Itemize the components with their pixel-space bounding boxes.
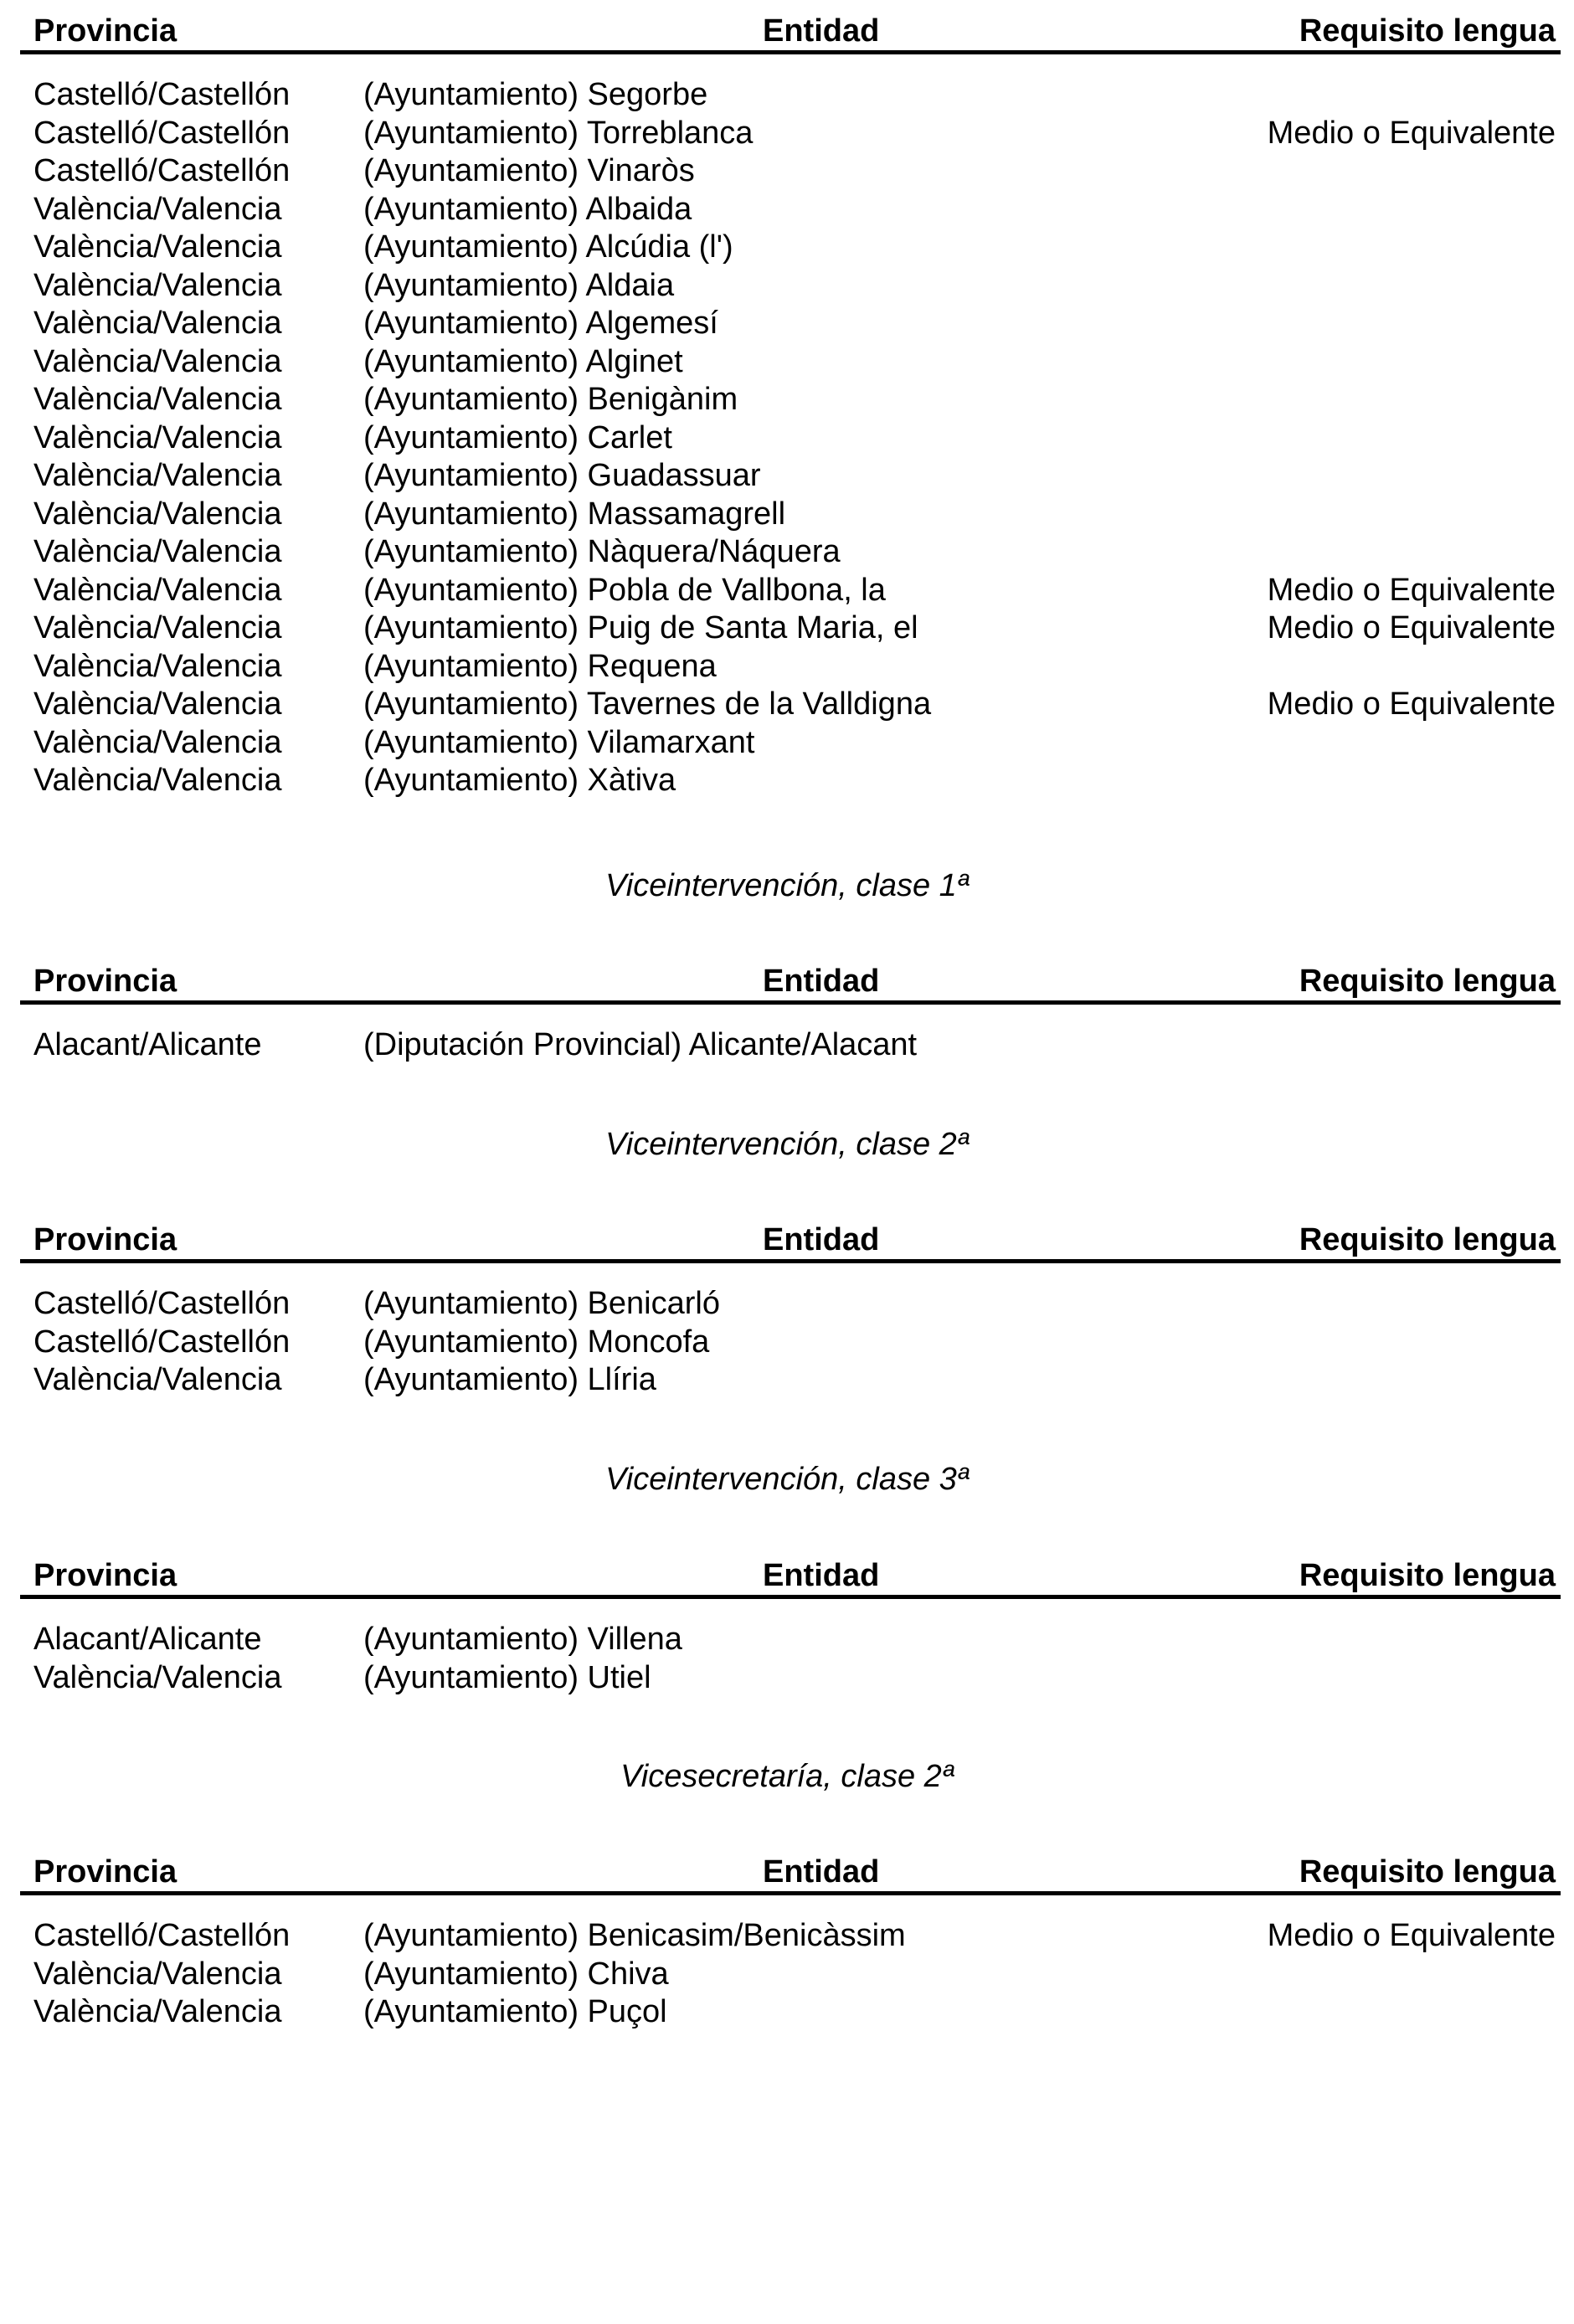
table-row	[20, 115, 1561, 153]
cell-provincia: València/Valencia	[33, 610, 282, 645]
table-row	[20, 724, 1561, 763]
table-section-viceintervencion-2	[20, 1221, 1561, 1400]
column-header-provincia: Provincia	[33, 13, 177, 49]
column-header-requisito: Requisito lengua	[1299, 1854, 1556, 1890]
cell-provincia: Castelló/Castellón	[33, 77, 291, 112]
cell-entidad: (Ayuntamiento) Segorbe	[363, 77, 708, 112]
table-header	[20, 13, 1561, 54]
cell-entidad: (Ayuntamiento) Nàquera/Náquera	[363, 534, 841, 569]
table-body	[20, 1621, 1561, 1697]
table-row	[20, 305, 1561, 343]
column-header-requisito: Requisito lengua	[1299, 964, 1556, 999]
table-row	[20, 1285, 1561, 1324]
section-title: Viceintervención, clase 3ª	[605, 1462, 969, 1497]
table-row	[20, 496, 1561, 534]
cell-provincia: Alacant/Alicante	[33, 1622, 262, 1657]
cell-provincia: Castelló/Castellón	[33, 1286, 291, 1321]
cell-entidad: (Ayuntamiento) Alginet	[363, 343, 683, 379]
table-row	[20, 1324, 1561, 1362]
table-row	[20, 76, 1561, 115]
table-row	[20, 191, 1561, 229]
cell-entidad: (Ayuntamiento) Requena	[363, 648, 717, 684]
cell-provincia: València/Valencia	[33, 306, 282, 341]
cell-provincia: València/Valencia	[33, 419, 282, 455]
cell-entidad: (Ayuntamiento) Moncofa	[363, 1324, 710, 1360]
table-row	[20, 686, 1561, 724]
table-section-continuation	[20, 13, 1561, 800]
cell-entidad: (Ayuntamiento) Benicasim/Benicàssim	[363, 1918, 906, 1953]
column-header-provincia: Provincia	[33, 1854, 177, 1890]
table-row	[20, 419, 1561, 458]
table-row	[20, 229, 1561, 267]
column-header-requisito: Requisito lengua	[1299, 13, 1556, 49]
cell-provincia: Castelló/Castellón	[33, 153, 291, 188]
column-header-requisito: Requisito lengua	[1299, 1222, 1556, 1257]
column-header-entidad: Entidad	[763, 13, 880, 49]
cell-provincia: Alacant/Alicante	[33, 1027, 262, 1062]
table-row	[20, 1621, 1561, 1659]
table-section-viceintervencion-1	[20, 963, 1561, 1065]
table-row	[20, 1361, 1561, 1400]
cell-provincia: València/Valencia	[33, 382, 282, 417]
cell-requisito: Medio o Equivalente	[1267, 1918, 1556, 1953]
table-header	[20, 1557, 1561, 1599]
cell-entidad: (Ayuntamiento) Llíria	[363, 1362, 656, 1397]
column-header-provincia: Provincia	[33, 1222, 177, 1257]
cell-entidad: (Ayuntamiento) Algemesí	[363, 306, 718, 341]
cell-requisito: Medio o Equivalente	[1267, 115, 1556, 151]
cell-requisito: Medio o Equivalente	[1267, 686, 1556, 722]
table-section-viceintervencion-3	[20, 1557, 1561, 1697]
column-header-entidad: Entidad	[763, 1854, 880, 1890]
cell-provincia: València/Valencia	[33, 1994, 282, 2029]
table-section-vicesecretaria-2	[20, 1854, 1561, 2032]
cell-provincia: València/Valencia	[33, 191, 282, 227]
cell-entidad: (Ayuntamiento) Puçol	[363, 1994, 667, 2029]
section-title: Vicesecretaría, clase 2ª	[620, 1759, 954, 1794]
table-row	[20, 1993, 1561, 2032]
cell-entidad: (Ayuntamiento) Benigànim	[363, 382, 738, 417]
column-header-entidad: Entidad	[763, 964, 880, 999]
cell-entidad: (Ayuntamiento) Carlet	[363, 419, 672, 455]
cell-entidad: (Ayuntamiento) Aldaia	[363, 267, 675, 303]
table-body	[20, 1285, 1561, 1400]
table-row	[20, 572, 1561, 610]
table-row	[20, 1659, 1561, 1698]
table-body	[20, 1026, 1561, 1065]
table-row	[20, 381, 1561, 419]
cell-provincia: València/Valencia	[33, 648, 282, 684]
column-header-provincia: Provincia	[33, 1558, 177, 1593]
cell-entidad: (Ayuntamiento) Villena	[363, 1622, 682, 1657]
table-row	[20, 1956, 1561, 1994]
cell-provincia: València/Valencia	[33, 229, 282, 265]
cell-provincia: Castelló/Castellón	[33, 115, 291, 151]
cell-provincia: València/Valencia	[33, 686, 282, 722]
table-row	[20, 152, 1561, 191]
cell-entidad: (Ayuntamiento) Torreblanca	[363, 115, 754, 151]
column-header-requisito: Requisito lengua	[1299, 1558, 1556, 1593]
table-row	[20, 762, 1561, 800]
column-header-provincia: Provincia	[33, 964, 177, 999]
section-title: Viceintervención, clase 2ª	[605, 1127, 969, 1162]
cell-provincia: València/Valencia	[33, 267, 282, 303]
table-row	[20, 609, 1561, 648]
table-row	[20, 1917, 1561, 1956]
cell-entidad: (Ayuntamiento) Pobla de Vallbona, la	[363, 572, 886, 608]
cell-entidad: (Ayuntamiento) Alcúdia (l')	[363, 229, 733, 265]
table-header	[20, 1854, 1561, 1895]
cell-provincia: Castelló/Castellón	[33, 1324, 291, 1360]
cell-provincia: Castelló/Castellón	[33, 1918, 291, 1953]
table-row	[20, 1026, 1561, 1065]
cell-entidad: (Ayuntamiento) Massamagrell	[363, 496, 786, 532]
cell-provincia: València/Valencia	[33, 572, 282, 608]
table-body	[20, 1917, 1561, 2032]
cell-entidad: (Diputación Provincial) Alicante/Alacant	[363, 1027, 918, 1062]
table-row	[20, 648, 1561, 686]
table-header	[20, 963, 1561, 1005]
cell-entidad: (Ayuntamiento) Benicarló	[363, 1286, 720, 1321]
cell-provincia: València/Valencia	[33, 1659, 282, 1695]
cell-provincia: València/Valencia	[33, 343, 282, 379]
cell-entidad: (Ayuntamiento) Vinaròs	[363, 153, 695, 188]
cell-provincia: València/Valencia	[33, 534, 282, 569]
cell-entidad: (Ayuntamiento) Vilamarxant	[363, 724, 755, 760]
cell-requisito: Medio o Equivalente	[1267, 572, 1556, 608]
cell-provincia: València/Valencia	[33, 1362, 282, 1397]
cell-provincia: València/Valencia	[33, 1956, 282, 1992]
table-header	[20, 1221, 1561, 1263]
cell-entidad: (Ayuntamiento) Chiva	[363, 1956, 669, 1992]
section-title: Viceintervención, clase 1ª	[605, 868, 969, 903]
column-header-entidad: Entidad	[763, 1222, 880, 1257]
column-header-entidad: Entidad	[763, 1558, 880, 1593]
cell-entidad: (Ayuntamiento) Tavernes de la Valldigna	[363, 686, 932, 722]
cell-entidad: (Ayuntamiento) Puig de Santa Maria, el	[363, 610, 918, 645]
cell-entidad: (Ayuntamiento) Xàtiva	[363, 763, 676, 798]
table-row	[20, 343, 1561, 382]
cell-entidad: (Ayuntamiento) Utiel	[363, 1659, 651, 1695]
table-row	[20, 267, 1561, 306]
cell-requisito: Medio o Equivalente	[1267, 610, 1556, 645]
cell-provincia: València/Valencia	[33, 724, 282, 760]
table-row	[20, 533, 1561, 572]
cell-provincia: València/Valencia	[33, 496, 282, 532]
cell-provincia: València/Valencia	[33, 763, 282, 798]
cell-entidad: (Ayuntamiento) Guadassuar	[363, 458, 761, 493]
table-body	[20, 76, 1561, 800]
cell-entidad: (Ayuntamiento) Albaida	[363, 191, 692, 227]
table-row	[20, 457, 1561, 496]
cell-provincia: València/Valencia	[33, 458, 282, 493]
